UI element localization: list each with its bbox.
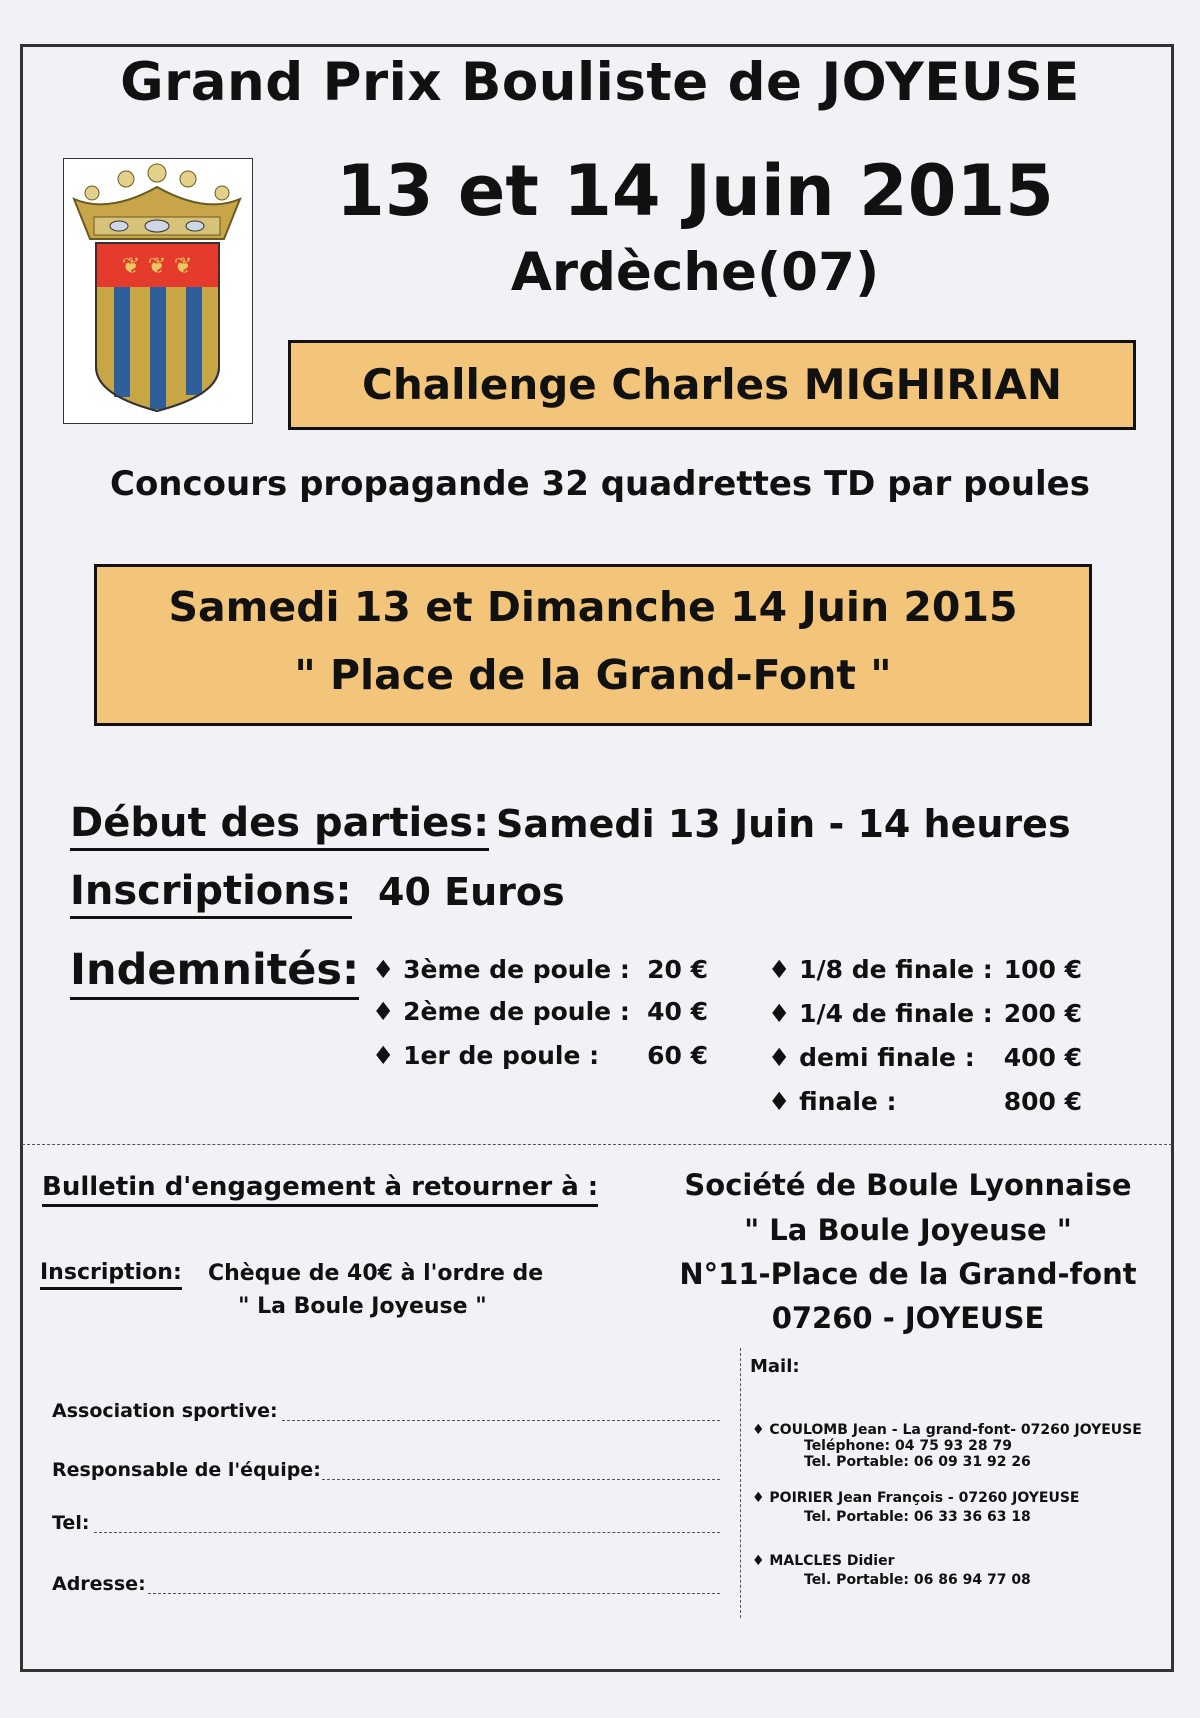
responsable-label: Responsable de l'équipe: [52,1459,321,1481]
inscription-text2: " La Boule Joyeuse " [238,1294,487,1319]
prize-left-3: ♦ 1er de poule : 60 € [372,1041,708,1070]
association-label: Association sportive: [52,1400,278,1422]
contact-coulomb-name: ♦ COULOMB Jean - La grand-font- 07260 JOYEUSE [752,1422,1142,1438]
prize-right-4: ♦ finale : 800 € [768,1087,1082,1116]
coat-of-arms [63,158,253,424]
crest-icon [64,159,251,422]
address-line3: N°11-Place de la Grand-font [679,1257,1137,1291]
contact-malcles-name: ♦ MALCLES Didier [752,1553,895,1569]
tel-field[interactable] [94,1532,720,1533]
start-value: Samedi 13 Juin - 14 heures [496,802,1071,846]
fee-label: Inscriptions: [70,868,352,919]
bulletin-heading-wrap [42,1172,598,1202]
contact-malcles-mobile: Tel. Portable: 06 86 94 77 08 [804,1572,1031,1588]
vertical-divider [740,1348,741,1618]
schedule-dates: Samedi 13 et Dimanche 14 Juin 2015 [168,583,1018,631]
schedule-banner [94,564,1092,726]
svg-text:❦ ❦ ❦: ❦ ❦ ❦ [121,254,193,279]
address-line1: Société de Boule Lyonnaise [684,1168,1132,1202]
prize-right-2: ♦ 1/4 de finale : 200 € [768,999,1082,1028]
schedule-place: " Place de la Grand-Font " [294,651,892,699]
bulletin-heading: Bulletin d'engagement à retourner à : [42,1172,598,1207]
inscription-label: Inscription: [40,1260,182,1290]
event-dates: 13 et 14 Juin 2015 [336,150,1054,232]
prize-left-1: ♦ 3ème de poule : 20 € [372,955,708,984]
tel-label: Tel: [52,1512,90,1534]
contact-poirier-mobile: Tel. Portable: 06 33 36 63 18 [804,1509,1031,1525]
contact-poirier-name: ♦ POIRIER Jean François - 07260 JOYEUSE [752,1490,1080,1506]
indemnites-label: Indemnités: [70,945,359,1000]
indemnites-row [70,945,359,995]
responsable-field[interactable] [322,1479,720,1480]
start-label: Début des parties: [70,800,489,851]
mail-label: Mail: [750,1356,800,1377]
prize-left-2: ♦ 2ème de poule : 40 € [372,997,708,1026]
address-line2: " La Boule Joyeuse " [744,1213,1072,1247]
cut-line [22,1144,1172,1145]
fee-row [70,868,352,914]
adresse-field[interactable] [148,1593,720,1594]
contact-coulomb-phone: Teléphone: 04 75 93 28 79 [804,1438,1012,1454]
association-field[interactable] [282,1420,720,1421]
prize-right-3: ♦ demi finale : 400 € [768,1043,1082,1072]
region: Ardèche(07) [510,242,880,303]
challenge-text: Challenge Charles MIGHIRIAN [362,360,1062,409]
inscription-text1: Chèque de 40€ à l'ordre de [208,1261,544,1286]
contact-coulomb-mobile: Tel. Portable: 06 09 31 92 26 [804,1454,1031,1470]
start-row [70,800,489,846]
concours-line: Concours propagande 32 quadrettes TD par poules [110,464,1090,504]
address-line4: 07260 - JOYEUSE [771,1301,1045,1335]
inscription-label-wrap [40,1260,182,1285]
adresse-label: Adresse: [52,1573,146,1595]
challenge-banner [288,340,1136,430]
poster-title: Grand Prix Bouliste de JOYEUSE [120,52,1080,113]
fee-value: 40 Euros [378,870,565,914]
prize-right-1: ♦ 1/8 de finale : 100 € [768,955,1082,984]
